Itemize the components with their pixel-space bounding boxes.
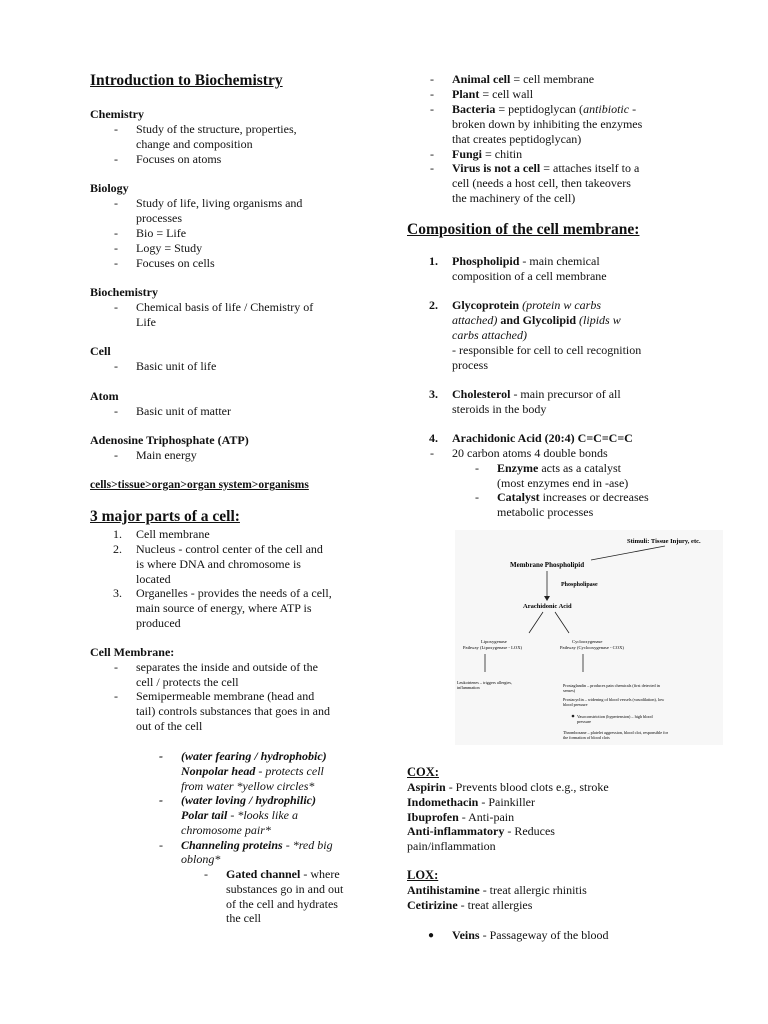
glycolipid-term: and Glycolipid bbox=[497, 313, 577, 327]
lox-desc: - treat allergies bbox=[457, 898, 533, 912]
wall-term: Plant bbox=[452, 87, 480, 101]
wall-item-cont: broken down by inhibiting the enzymes bbox=[452, 117, 643, 131]
wall-term: Bacteria bbox=[452, 102, 496, 116]
cox-term: Anti-inflammatory bbox=[407, 824, 505, 838]
polar-tail-term: Polar tail bbox=[181, 808, 228, 822]
list-item: Nucleus - control center of the cell and bbox=[136, 542, 323, 556]
wall-item-cont: that creates peptidoglycan) bbox=[452, 132, 582, 146]
gated-channel-cont: substances go in and out bbox=[226, 882, 344, 896]
glycolipid-desc: (lipids w bbox=[576, 313, 621, 327]
wall-item bbox=[452, 147, 522, 162]
diagram-prostacyclin2: blood pressure bbox=[563, 702, 588, 707]
atom-heading: Atom bbox=[90, 389, 119, 403]
list-item-cont: main source of energy, where ATP is bbox=[136, 601, 312, 615]
cox-row bbox=[407, 795, 535, 810]
hydrophilic-label: - (water loving / hydrophilic) bbox=[181, 793, 316, 808]
biochemistry-item-cont: Life bbox=[136, 315, 156, 329]
biology-item: - Focuses on cells bbox=[136, 256, 215, 271]
enzyme-line bbox=[497, 461, 621, 476]
page-title: Introduction to Biochemistry bbox=[90, 72, 283, 89]
biology-item-cont: processes bbox=[136, 211, 182, 225]
lox-row bbox=[407, 883, 587, 898]
enzyme-cont: (most enzymes end in -ase) bbox=[497, 476, 629, 490]
cox-row bbox=[407, 780, 609, 795]
list-number: 3. bbox=[113, 586, 122, 600]
membrane-item: - Semipermeable membrane (head and bbox=[136, 689, 314, 704]
chemistry-item: - Focuses on atoms bbox=[136, 152, 221, 167]
glycoprotein-line-2 bbox=[452, 313, 621, 328]
diagram-prosta1: Prostaglandin – produces pain chemicals (first detected in bbox=[563, 683, 660, 688]
list-number: 3. bbox=[429, 387, 438, 401]
diagram-vaso2: pressure bbox=[577, 719, 591, 724]
cox-term: Aspirin bbox=[407, 780, 446, 794]
atp-heading: Adenosine Triphosphate (ATP) bbox=[90, 433, 249, 447]
atp-item: - Main energy bbox=[136, 448, 197, 463]
cholesterol-line bbox=[452, 387, 621, 402]
polar-tail-desc-cont: chromosome pair* bbox=[181, 823, 271, 837]
cox-row-cont: pain/inflammation bbox=[407, 839, 496, 853]
list-item-cont: is where DNA and chromosome is bbox=[136, 557, 301, 571]
catalyst-line bbox=[497, 490, 649, 505]
phospholipid-cont: composition of a cell membrane bbox=[452, 269, 607, 283]
gated-channel-term: Gated channel bbox=[226, 867, 301, 881]
wall-desc: = chitin bbox=[482, 147, 523, 161]
diagram-prosta2: senses) bbox=[563, 688, 576, 693]
cox-title: COX: bbox=[407, 765, 439, 779]
gated-channel-desc: - where bbox=[300, 867, 340, 881]
cholesterol-cont: steroids in the body bbox=[452, 402, 547, 416]
composition-title: Composition of the cell membrane: bbox=[407, 221, 640, 238]
membrane-heading: Cell Membrane: bbox=[90, 645, 175, 659]
glyco-note-cont: process bbox=[452, 358, 488, 372]
cox-row bbox=[407, 824, 555, 839]
wall-item bbox=[452, 102, 636, 117]
membrane-item: - separates the inside and outside of the bbox=[136, 660, 318, 675]
wall-item-cont: cell (needs a host cell, then takeovers bbox=[452, 176, 631, 190]
cox-desc: - Anti-pain bbox=[458, 810, 515, 824]
list-number: 2. bbox=[113, 542, 122, 556]
cell-item: - Basic unit of life bbox=[136, 359, 216, 374]
cholesterol-desc: - main precursor of all bbox=[510, 387, 621, 401]
list-item-cont: located bbox=[136, 572, 171, 586]
lox-term: Antihistamine bbox=[407, 883, 480, 897]
diagram-phospholipase: Phospholipase bbox=[561, 582, 598, 588]
wall-desc: = attaches itself to a bbox=[540, 161, 640, 175]
channel-proteins-desc-cont: oblong* bbox=[181, 852, 221, 866]
hierarchy-line: cells>tissue>organ>organ system>organisms bbox=[90, 479, 309, 491]
wall-desc: = cell wall bbox=[479, 87, 534, 101]
glycoprotein-desc: attached) bbox=[452, 313, 498, 327]
phospholipid-term: Phospholipid bbox=[452, 254, 520, 268]
polar-tail-line bbox=[181, 808, 298, 823]
enzyme-desc: acts as a catalyst bbox=[538, 461, 621, 475]
enzyme-term: Enzyme bbox=[497, 461, 539, 475]
cox-desc: - Prevents blood clots e.g., stroke bbox=[445, 780, 609, 794]
glycoprotein-term: Glycoprotein bbox=[452, 298, 520, 312]
cox-desc: - Painkiller bbox=[478, 795, 535, 809]
membrane-item-cont: cell / protects the cell bbox=[136, 675, 239, 689]
gated-channel-cont: the cell bbox=[226, 911, 261, 925]
biology-item: - Logy = Study bbox=[136, 241, 202, 256]
catalyst-desc: increases or decreases bbox=[539, 490, 649, 504]
diagram-lipox1: Lipoxygenase bbox=[481, 639, 507, 644]
veins-item bbox=[452, 928, 609, 943]
wall-term: Animal cell bbox=[452, 72, 511, 86]
wall-desc: - bbox=[629, 102, 637, 116]
chemistry-heading: Chemistry bbox=[90, 107, 144, 121]
hydrophobic-label: - (water fearing / hydrophobic) bbox=[181, 749, 327, 764]
cholesterol-term: Cholesterol bbox=[452, 387, 511, 401]
arachidonic-term: Arachidonic Acid (20:4) C=C=C=C bbox=[452, 431, 633, 445]
diagram-bullet bbox=[572, 715, 575, 718]
phospholipid-line bbox=[452, 254, 600, 269]
polar-tail-desc: - *looks like a bbox=[227, 808, 298, 822]
biology-heading: Biology bbox=[90, 181, 129, 195]
nonpolar-head-desc-cont: from water *yellow circles* bbox=[181, 779, 315, 793]
channel-proteins-term: Channeling proteins bbox=[181, 838, 283, 852]
list-number: 2. bbox=[429, 298, 438, 312]
veins-desc: - Passageway of the blood bbox=[479, 928, 609, 942]
diagram-cyclo1: Cyclooxygenase bbox=[572, 639, 603, 644]
diagram-leuko2: inflammation bbox=[457, 685, 480, 690]
nonpolar-head-line bbox=[181, 764, 324, 779]
catalyst-cont: metabolic processes bbox=[497, 505, 594, 519]
list-item: Cell membrane bbox=[136, 527, 210, 541]
arachidonic-pathway-diagram bbox=[455, 530, 723, 745]
wall-desc-italic: antibiotic bbox=[583, 102, 630, 116]
biochemistry-item: - Chemical basis of life / Chemistry of bbox=[136, 300, 313, 315]
diagram-thromb2: the formation of blood clots bbox=[563, 735, 610, 740]
wall-item bbox=[452, 161, 639, 176]
channel-proteins-desc: - *red big bbox=[282, 838, 333, 852]
biology-item: - Bio = Life bbox=[136, 226, 186, 241]
diagram-leuko1: Leukotrienes – triggers allergies, bbox=[457, 680, 513, 685]
glycoprotein-line bbox=[452, 298, 601, 313]
diagram-membrane: Membrane Phospholipid bbox=[510, 561, 585, 569]
list-number: 1. bbox=[429, 254, 438, 268]
diagram-background bbox=[455, 530, 723, 745]
veins-term: Veins bbox=[452, 928, 480, 942]
wall-desc: = cell membrane bbox=[510, 72, 595, 86]
nonpolar-head-term: Nonpolar head bbox=[181, 764, 256, 778]
wall-term: Virus is not a cell bbox=[452, 161, 541, 175]
chemistry-item-cont: change and composition bbox=[136, 137, 253, 151]
wall-term: Fungi bbox=[452, 147, 483, 161]
cox-term: Ibuprofen bbox=[407, 810, 459, 824]
diagram-stimuli: Stimuli: Tissue Injury, etc. bbox=[627, 538, 701, 545]
lox-row bbox=[407, 898, 532, 913]
catalyst-term: Catalyst bbox=[497, 490, 540, 504]
phospholipid-desc: - main chemical bbox=[519, 254, 600, 268]
list-item-cont: produced bbox=[136, 616, 181, 630]
lox-term: Cetirizine bbox=[407, 898, 458, 912]
membrane-item-cont: tail) controls substances that goes in and bbox=[136, 704, 330, 718]
diagram-prostacyclin1: Prostacyclin – widening of blood vessels (vasodilation), low bbox=[563, 697, 665, 702]
lox-desc: - treat allergic rhinitis bbox=[479, 883, 587, 897]
list-number: 4. bbox=[429, 431, 438, 445]
atom-item: - Basic unit of matter bbox=[136, 404, 231, 419]
gated-channel-line bbox=[226, 867, 340, 882]
cox-term: Indomethacin bbox=[407, 795, 479, 809]
biology-item: - Study of life, living organisms and bbox=[136, 196, 302, 211]
list-item: Organelles - provides the needs of a cell, bbox=[136, 586, 332, 600]
major-parts-title: 3 major parts of a cell: bbox=[90, 508, 240, 525]
diagram-thromb1: Thromboxane – platelet aggression, blood clot, responsible for bbox=[563, 730, 669, 735]
glycoprotein-desc: (protein w carbs bbox=[519, 298, 601, 312]
chemistry-item: - Study of the structure, properties, bbox=[136, 122, 297, 137]
nonpolar-head-desc: - protects cell bbox=[255, 764, 324, 778]
cox-row bbox=[407, 810, 514, 825]
gated-channel-cont: of the cell and hydrates bbox=[226, 897, 338, 911]
wall-desc: = peptidoglycan ( bbox=[495, 102, 584, 116]
glycolipid-desc-cont: carbs attached) bbox=[452, 328, 527, 342]
lox-title: LOX: bbox=[407, 868, 439, 882]
glyco-note: - responsible for cell to cell recognition bbox=[452, 343, 642, 357]
diagram-cyclo2: Pathway (Cyclooxygenase - COX) bbox=[560, 645, 624, 650]
channel-proteins-line bbox=[181, 838, 333, 853]
diagram-vaso1: Vasoconstriction (hypertension) – high blood bbox=[577, 714, 653, 719]
cox-desc: - Reduces bbox=[504, 824, 555, 838]
wall-item-cont: the machinery of the cell) bbox=[452, 191, 576, 205]
wall-item bbox=[452, 87, 533, 102]
wall-item bbox=[452, 72, 594, 87]
cell-heading: Cell bbox=[90, 344, 111, 358]
arachidonic-item: - 20 carbon atoms 4 double bonds bbox=[452, 446, 608, 461]
biochemistry-heading: Biochemistry bbox=[90, 285, 158, 299]
membrane-item-cont: out of the cell bbox=[136, 719, 203, 733]
diagram-lipox2: Pathway (Lipoxygenase - LOX) bbox=[463, 645, 523, 650]
list-number: 1. bbox=[113, 527, 122, 541]
diagram-arachidonic: Arachidonic Acid bbox=[523, 603, 572, 610]
